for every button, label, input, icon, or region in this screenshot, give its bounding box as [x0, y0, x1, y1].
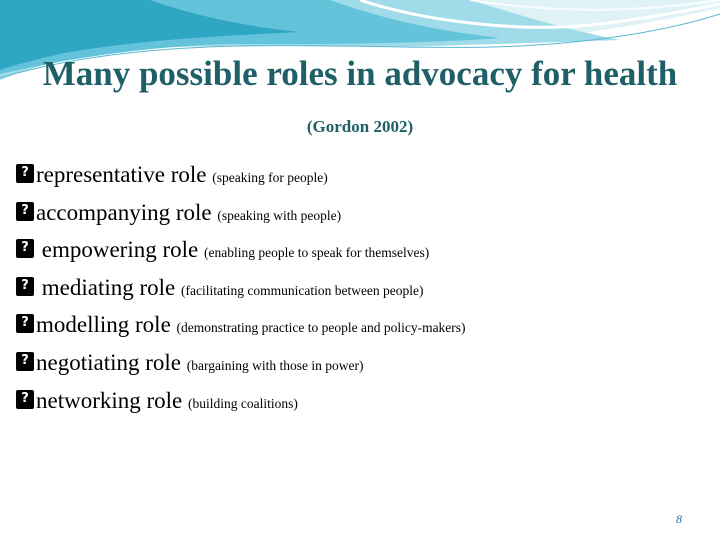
list-item	[16, 156, 466, 194]
role-note: (bargaining with those in power)	[186, 357, 364, 373]
role-note: (speaking for people)	[212, 170, 328, 185]
role-note: (enabling people to speak for themselves)	[203, 245, 430, 261]
bullet-icon	[16, 277, 34, 296]
bullet-icon	[16, 202, 34, 221]
slide-title-main: Many possible roles in advocacy for health	[42, 54, 678, 93]
list-item	[16, 382, 466, 420]
role-note: (facilitating communication between people)	[181, 282, 424, 298]
slide-title-citation: (Gordon 2002)	[306, 117, 414, 136]
list-item	[16, 306, 466, 344]
role-label: negotiating role	[36, 349, 181, 375]
role-note: (speaking with people)	[217, 207, 342, 223]
role-note: (demonstrating practice to people and policy-makers)	[176, 320, 466, 336]
roles-list	[16, 156, 466, 419]
bullet-icon	[16, 164, 34, 183]
role-label: accompanying role	[36, 199, 212, 225]
slide-title	[20, 50, 700, 150]
role-label: empowering role	[41, 237, 199, 263]
role-label: modelling role	[36, 312, 171, 338]
role-label: representative role	[36, 162, 207, 187]
bullet-icon	[16, 239, 34, 258]
role-label: networking role	[36, 387, 183, 413]
list-item	[16, 231, 466, 269]
bullet-icon	[16, 352, 34, 371]
list-item	[16, 269, 466, 307]
role-note: (building coalitions)	[188, 395, 298, 411]
bullet-icon	[16, 390, 34, 409]
list-item	[16, 194, 466, 232]
page-number: 8	[676, 512, 682, 526]
list-item	[16, 344, 466, 382]
role-label: mediating role	[41, 274, 176, 300]
bullet-icon	[16, 314, 34, 333]
